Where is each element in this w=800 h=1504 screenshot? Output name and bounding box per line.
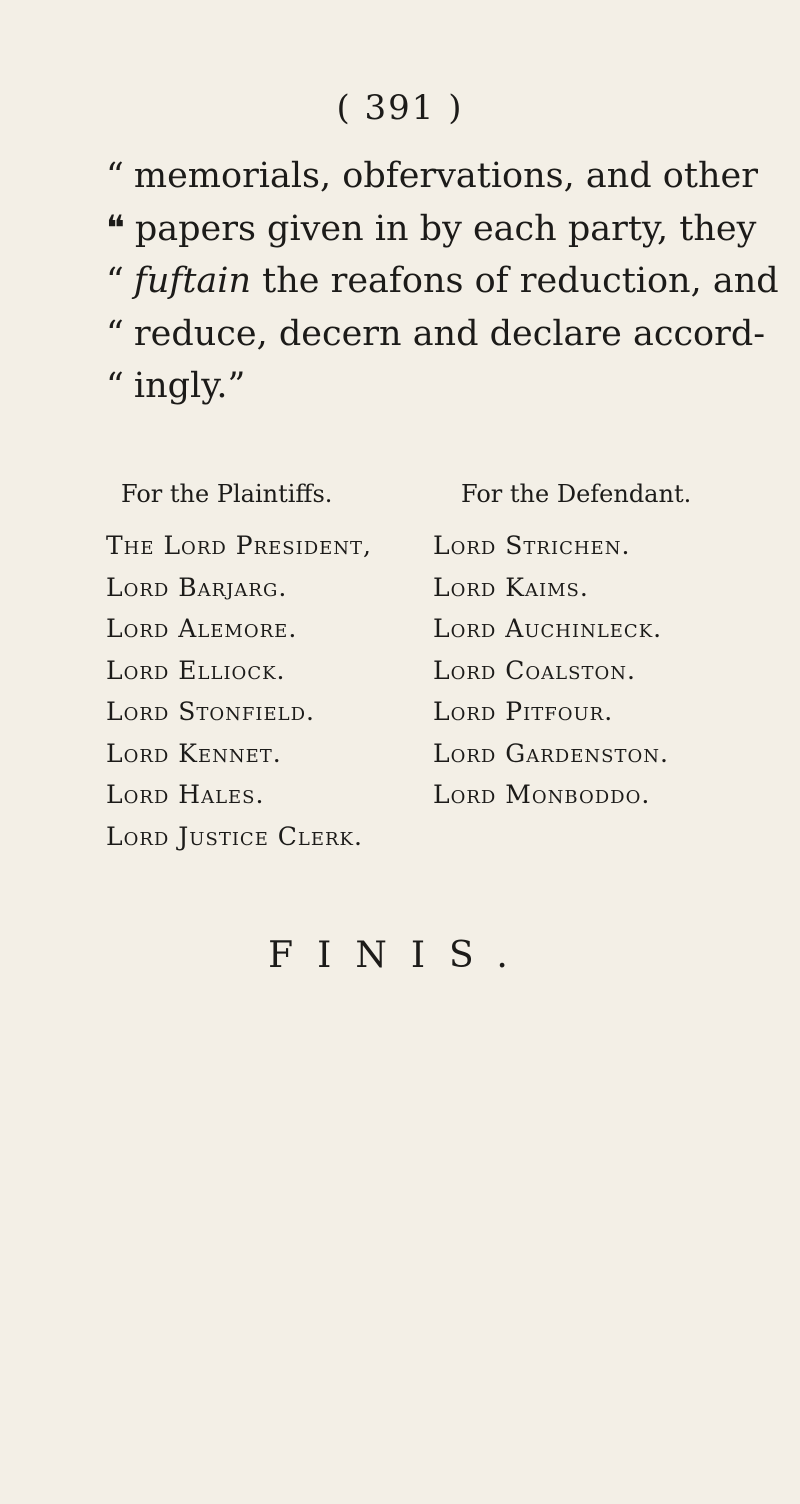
- judge-name: Lord Kaims.: [433, 572, 589, 602]
- quote-line: “ fuftain the reafons of reduction, and: [106, 261, 779, 301]
- judge-name: Lord Justice Clerk.: [106, 821, 363, 851]
- defendant-column: [433, 525, 669, 816]
- quote-line: “ ingly.”: [106, 366, 246, 406]
- judge-name: Lord Strichen.: [433, 531, 631, 560]
- judge-name: Lord Pitfour.: [433, 697, 614, 726]
- judge-name: Lord Auchinleck.: [433, 614, 663, 643]
- judge-name: Lord Alemore.: [106, 614, 298, 643]
- finis-colophon: FINIS.: [268, 935, 532, 976]
- plaintiffs-column: [106, 525, 372, 857]
- quote-line: “ reduce, decern and declare accord-: [106, 313, 766, 354]
- judge-name: Lord Monboddo.: [433, 780, 651, 809]
- judge-name: Lord Coalston.: [433, 655, 636, 685]
- quote-line: ❝ papers given in by each party, they: [106, 208, 757, 249]
- judge-name: Lord Hales.: [106, 780, 265, 809]
- judge-name: Lord Kennet.: [106, 738, 282, 768]
- quoted-passage: [106, 150, 779, 413]
- defendant-heading: For the Defendant.: [461, 480, 692, 508]
- judge-name: Lord Barjarg.: [106, 572, 288, 602]
- judge-name: Lord Elliock.: [106, 655, 286, 685]
- plaintiffs-heading: For the Plaintiffs.: [121, 480, 333, 508]
- defendant-list: [433, 525, 669, 816]
- page-number: ( 391 ): [336, 88, 464, 128]
- quote-line: “ memorials, obfervations, and other: [106, 156, 758, 196]
- judge-name: Lord Gardenston.: [433, 738, 669, 768]
- judge-name: Lord Stonfield.: [106, 697, 315, 726]
- judge-name: The Lord President,: [106, 531, 372, 560]
- plaintiffs-list: [106, 525, 372, 857]
